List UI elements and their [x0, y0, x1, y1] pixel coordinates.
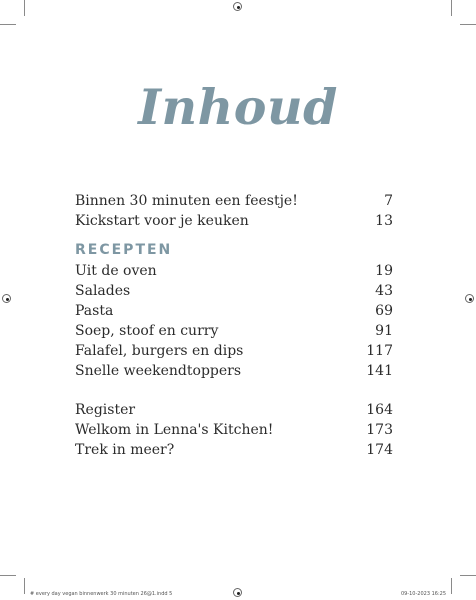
crop-mark-right-bottom — [460, 575, 476, 576]
toc-entry-page: 117 — [366, 343, 393, 359]
page-title: Inhoud — [138, 78, 338, 136]
registration-mark-top — [233, 2, 242, 11]
toc-intro-list — [75, 191, 393, 231]
crop-mark-left-bottom — [0, 575, 16, 576]
toc-entry — [75, 361, 393, 381]
toc-entry-page: 43 — [375, 283, 393, 299]
section-heading: RECEPTEN — [75, 242, 173, 258]
crop-mark-right-top — [460, 24, 476, 25]
toc-entry — [75, 281, 393, 301]
crop-mark-bottom-left — [24, 578, 25, 594]
toc-entry-label: Snelle weekendtoppers — [75, 363, 242, 379]
toc-entry-page: 141 — [366, 363, 393, 379]
toc-entry-label: Welkom in Lenna's Kitchen! — [75, 422, 274, 438]
toc-entry — [75, 191, 393, 211]
toc-entry — [75, 261, 393, 281]
toc-entry-label: Salades — [75, 283, 131, 299]
crop-mark-left-top — [0, 24, 16, 25]
toc-entry-page: 7 — [384, 193, 393, 209]
toc-entry-label: Register — [75, 402, 136, 418]
toc-entry — [75, 420, 393, 440]
toc-entry — [75, 321, 393, 341]
toc-entry — [75, 440, 393, 460]
toc-entry-label: Kickstart voor je keuken — [75, 213, 249, 229]
toc-entry-page: 19 — [375, 263, 393, 279]
registration-mark-right — [465, 294, 474, 303]
toc-entry — [75, 211, 393, 231]
toc-entry-label: Soep, stoof en curry — [75, 323, 219, 339]
registration-mark-bottom — [233, 588, 242, 597]
crop-mark-top-left — [24, 0, 25, 16]
toc-entry-label: Binnen 30 minuten een feestje! — [75, 193, 298, 209]
toc-entry-label: Uit de oven — [75, 263, 157, 279]
toc-entry-label: Falafel, burgers en dips — [75, 343, 244, 359]
toc-entry — [75, 301, 393, 321]
toc-entry-page: 91 — [375, 323, 393, 339]
toc-entry — [75, 400, 393, 420]
toc-entry-page: 69 — [375, 303, 393, 319]
toc-recipes-list — [75, 261, 393, 381]
crop-mark-top-right — [451, 0, 452, 16]
crop-mark-bottom-right — [451, 578, 452, 594]
print-slug-datetime: 09-10-2023 16:25 — [400, 591, 446, 597]
toc-entry-page: 174 — [366, 442, 393, 458]
registration-mark-left — [2, 294, 11, 303]
toc-entry-label: Pasta — [75, 303, 114, 319]
toc-entry — [75, 341, 393, 361]
toc-entry-page: 173 — [366, 422, 393, 438]
print-slug-file: # every day vegan binnenwerk 30 minuten 26@1.indd 5 — [30, 591, 173, 597]
toc-entry-page: 164 — [366, 402, 393, 418]
toc-extra-list — [75, 400, 393, 460]
toc-entry-page: 13 — [375, 213, 393, 229]
toc-entry-label: Trek in meer? — [75, 442, 175, 458]
